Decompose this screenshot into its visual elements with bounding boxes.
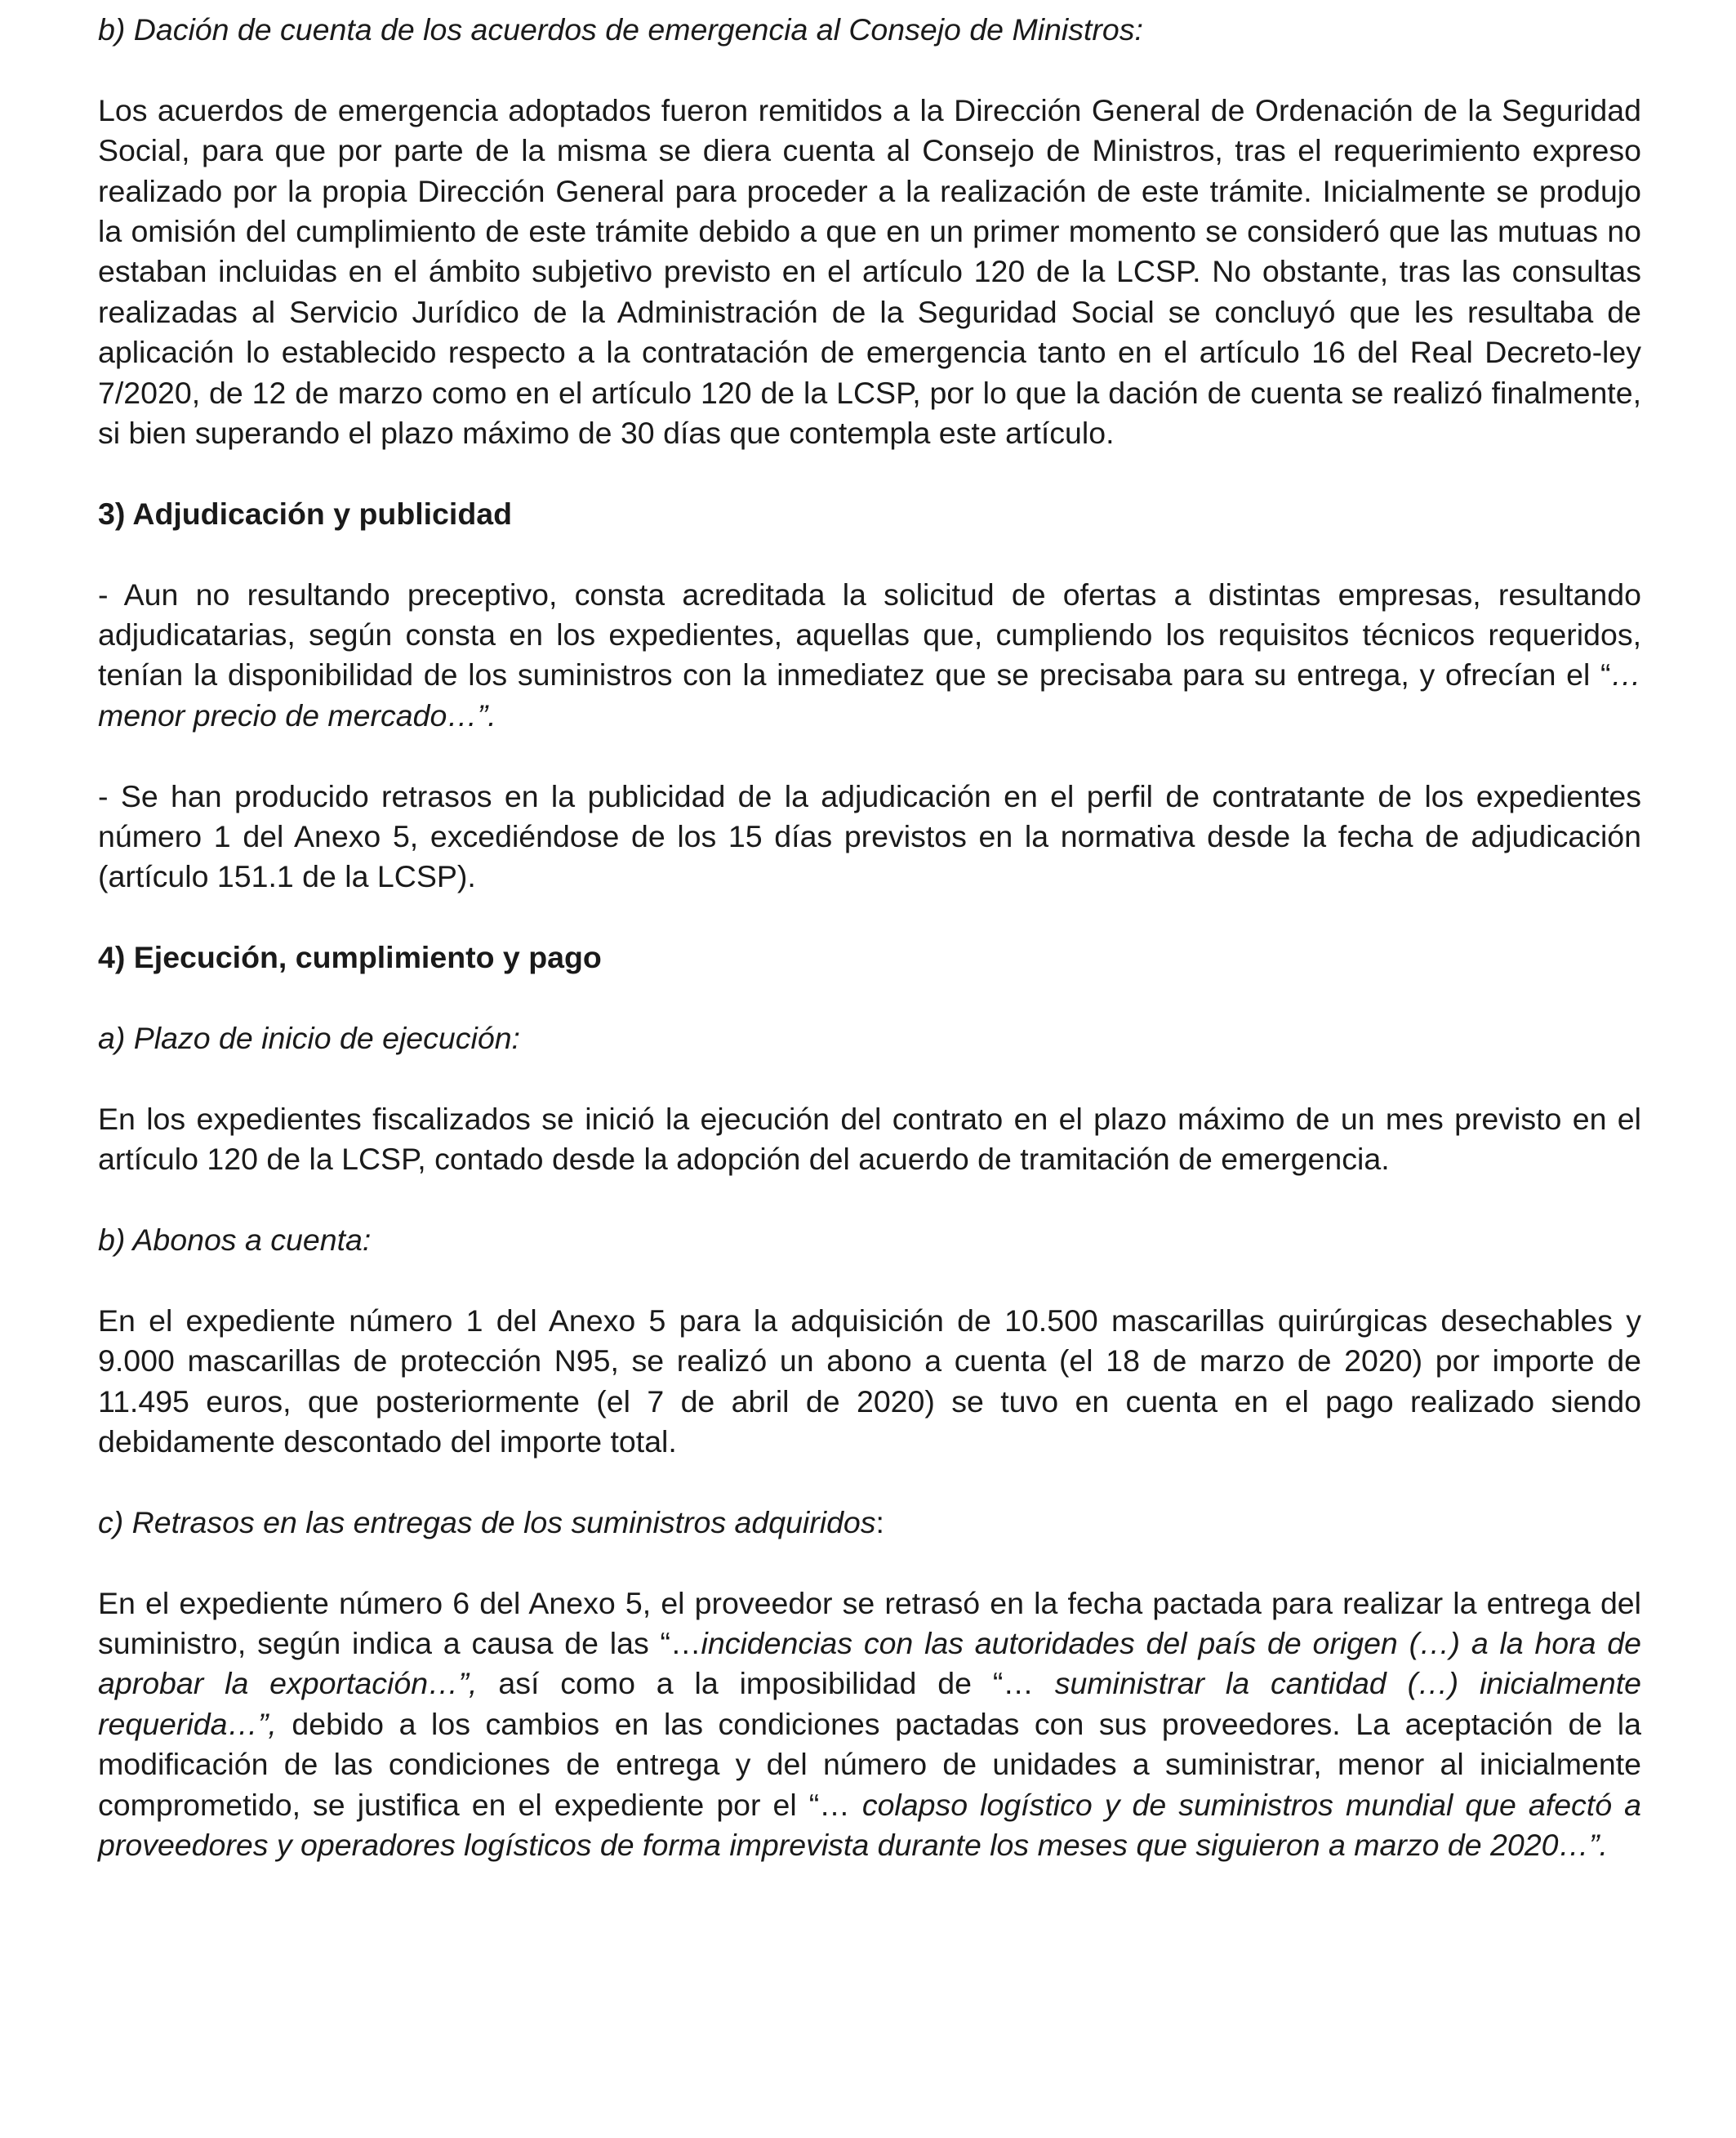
paragraph-text-1: En el expediente número 6 del Anexo 5, el proveedor se retrasó en la fecha pactada para realizar la entrega del suministro, según indica a causa de las “… — [98, 1585, 1641, 1661]
paragraph-dacion-de-cuenta: Los acuerdos de emergencia adoptados fueron remitidos a la Dirección General de Ordenación de la Seguridad Social, para que por parte de la misma se diera cuenta al Consejo de Ministros, tras el requerimiento expreso realizado por la propia Dirección General para proceder a la realización de este trámite. Inicialmente se produjo la omisión del cumplimiento de este trámite debido a que en un primer momento se consideró que las mutuas no estaban incluidas en el ámbito subjetivo previsto en el artículo 120 de la LCSP. No obstante, tras las consultas realizadas al Servicio Jurídico de la Administración de la Seguridad Social se concluyó que les resultaba de aplicación lo establecido respecto a la contratación de emergencia tanto en el artículo 16 del Real Decreto-ley 7/2020, de 12 de marzo como en el artículo 120 de la LCSP, por lo que la dación de cuenta se realizó finalmente, si bien superando el plazo máximo de 30 días que contempla este artículo. — [98, 92, 1641, 451]
subheading-dacion-de-cuenta: b) Dación de cuenta de los acuerdos de emergencia al Consejo de Ministros: — [98, 12, 1143, 47]
paragraph-retrasos-entregas — [98, 1583, 1641, 1866]
subheading-text: c) Retrasos en las entregas de los suministros adquiridos — [98, 1504, 876, 1539]
quote-incidencias: incidencias con las autoridades del país de origen (…) a la hora de aprobar la exportación…”, — [98, 1626, 1642, 1701]
paragraph-retrasos-publicidad: - Se han producido retrasos en la publicidad de la adjudicación en el perfil de contratante de los expedientes número 1 del Anexo 5, excediéndose de los 15 días previstos en la normativa desde la fecha de adjudicación (artículo 151.1 de la LCSP). — [98, 778, 1641, 894]
paragraph-solicitud-ofertas — [98, 575, 1641, 737]
section-heading-adjudicacion: 3) Adjudicación y publicidad — [98, 496, 513, 531]
paragraph-text: - Aun no resultando preceptivo, consta acreditada la solicitud de ofertas a distintas empresas, resultando adjudicatarias, según consta en los expedientes, aquellas que, cumpliendo los requisitos técnicos requeridos, tenían la disponibilidad de los suministros con la inmediatez que se precisaba para su entrega, y ofrecían el “ — [98, 577, 1641, 693]
document-page — [98, 10, 1641, 1906]
paragraph-plazo-inicio: En los expedientes fiscalizados se inició la ejecución del contrato en el plazo máximo de un mes previsto en el artículo 120 de la LCSP, contado desde la adopción del acuerdo de tramitación de emergencia. — [98, 1101, 1641, 1177]
section-heading-ejecucion: 4) Ejecución, cumplimiento y pago — [98, 940, 602, 975]
quote-colapso-logistico: colapso logístico y de suministros mundial que afectó a proveedores y operadores logísticos de forma imprevista durante los meses que siguieron a marzo de 2020…”. — [98, 1787, 1641, 1863]
paragraph-text-3: debido a los cambios en las condiciones pactadas con sus proveedores. La aceptación de la modificación de las condiciones de entrega y del número de unidades a suministrar, menor al inicialmente comprometido, se justifica en el expediente por el “… — [98, 1706, 1641, 1822]
quote-suministrar-cantidad: suministrar la cantidad (…) inicialmente requerida…”, — [98, 1666, 1641, 1741]
quote-menor-precio: …menor precio de mercado…”. — [98, 657, 1641, 733]
subheading-plazo-inicio: a) Plazo de inicio de ejecución: — [98, 1021, 520, 1056]
paragraph-text-2: así como a la imposibilidad de “… — [477, 1666, 1055, 1701]
subheading-retrasos-entregas — [98, 1503, 1641, 1543]
subheading-abonos-cuenta: b) Abonos a cuenta: — [98, 1223, 372, 1258]
paragraph-abonos-cuenta: En el expediente número 1 del Anexo 5 para la adquisición de 10.500 mascarillas quirúrgicas desechables y 9.000 mascarillas de protección N95, se realizó un abono a cuenta (el 18 de marzo de 2020) por importe de 11.495 euros, que posteriormente (el 7 de abril de 2020) se tuvo en cuenta en el pago realizado siendo debidamente descontado del importe total. — [98, 1303, 1641, 1459]
subheading-colon: : — [875, 1504, 884, 1539]
